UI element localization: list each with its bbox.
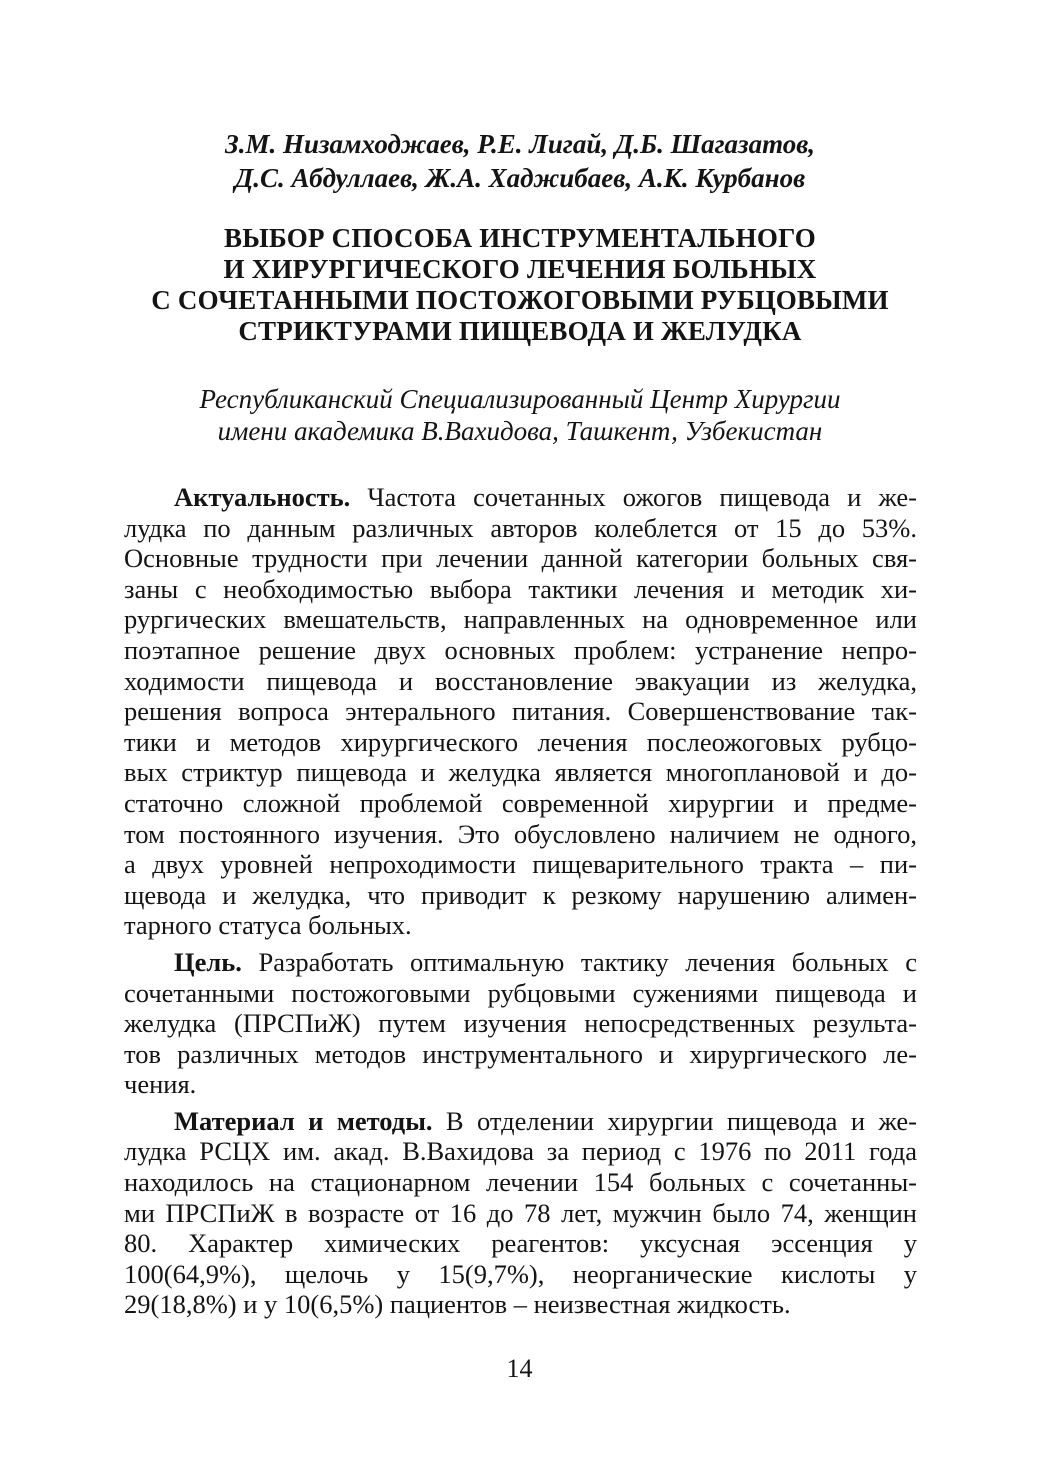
affiliation-line: имени академика В.Вахидова, Ташкент, Узбекистан	[217, 416, 823, 446]
section-relevance	[124, 482, 917, 941]
article-body	[124, 482, 917, 1326]
paragraph-line: заны с необходимостью выбора тактики лечения и методик хи-	[124, 573, 917, 604]
paragraph-line: а двух уровней непроходимости пищеварительного тракта – пи-	[124, 849, 917, 880]
authors-block	[120, 127, 920, 195]
paragraph-line: тики и методов хирургического лечения послеожоговых рубцо-	[124, 726, 917, 757]
authors-line: З.М. Низамходжаев, Р.Е. Лигай, Д.Б. Шагазатов,	[224, 129, 816, 159]
title-line: С СОЧЕТАННЫМИ ПОСТОЖОГОВЫМИ РУБЦОВЫМИ	[151, 285, 889, 315]
authors-line: Д.С. Абдуллаев, Ж.А. Хаджибаев, А.К. Курбанов	[234, 163, 806, 193]
title-line: И ХИРУРГИЧЕСКОГО ЛЕЧЕНИЯ БОЛЬНЫХ	[223, 254, 817, 284]
paragraph-line: Основные трудности при лечении данной категории больных свя-	[124, 543, 917, 574]
paragraph-line: сочетанными постожоговыми рубцовыми сужениями пищевода и	[124, 977, 917, 1008]
paragraph-line: щевода и желудка, что приводит к резкому нарушению алимен-	[124, 879, 917, 910]
paragraph-line: ходимости пищевода и восстановление эвакуации из желудка,	[124, 665, 917, 696]
paragraph-line: тов различных методов инструментального и хирургического ле-	[124, 1038, 917, 1069]
paragraph-line: находилось на стационарном лечении 154 больных с сочетанны-	[124, 1167, 917, 1198]
title-line: СТРИКТУРАМИ ПИЩЕВОДА И ЖЕЛУДКА	[238, 316, 802, 346]
paragraph-line: том постоянного изучения. Это обусловлено наличием не одного,	[124, 818, 917, 849]
paragraph-line: 80. Характер химических реагентов: уксусная эссенция у	[124, 1228, 917, 1259]
paragraph-line: лудка по данным различных авторов колеблется от 15 до 53%.	[124, 512, 917, 543]
page-number: 14	[506, 1354, 533, 1383]
paragraph-line: поэтапное решение двух основных проблем: устранение непро-	[124, 634, 917, 665]
affiliation-line: Республиканский Специализированный Центр Хирургии	[199, 384, 841, 414]
paragraph-line: Цель. Разработать оптимальную тактику лечения больных с	[174, 946, 917, 977]
paragraph-line: 100(64,9%), щелочь у 15(9,7%), неорганические кислоты у	[124, 1258, 917, 1289]
paragraph-line: желудка (ПРСПиЖ) путем изучения непосредственных результа-	[124, 1008, 917, 1039]
section-methods	[124, 1106, 917, 1320]
paragraph-line: лудка РСЦХ им. акад. В.Вахидова за период с 1976 по 2011 года	[124, 1136, 917, 1167]
paragraph-line: ми ПРСПиЖ в возрасте от 16 до 78 лет, мужчин было 74, женщин	[124, 1197, 917, 1228]
title-line: ВЫБОР СПОСОБА ИНСТРУМЕНТАЛЬНОГО	[224, 223, 816, 253]
paragraph-line: Актуальность. Частота сочетанных ожогов пищевода и же-	[174, 482, 917, 512]
paragraph-line: 29(18,8%) и у 10(6,5%) пациентов – неизвестная жидкость.	[124, 1289, 791, 1320]
paragraph-line: решения вопроса энтерального питания. Совершенствование так-	[124, 696, 917, 727]
paragraph-line: рургических вмешательств, направленных на одновременное или	[124, 604, 917, 635]
paragraph-line: тарного статуса больных.	[124, 910, 412, 941]
section-heading: Актуальность.	[174, 482, 351, 512]
section-heading: Цель.	[174, 946, 242, 977]
paragraph-line: чения.	[124, 1069, 197, 1100]
article-title	[80, 223, 960, 347]
paragraph-line: Материал и методы. В отделении хирургии пищевода и же-	[174, 1105, 917, 1136]
affiliation	[100, 383, 940, 447]
section-heading: Материал и методы.	[174, 1105, 433, 1136]
paragraph-line: вых стриктур пищевода и желудка является многоплановой и до-	[124, 757, 917, 788]
section-goal	[124, 947, 917, 1100]
paragraph-line: статочно сложной проблемой современной хирургии и предме-	[124, 787, 917, 818]
